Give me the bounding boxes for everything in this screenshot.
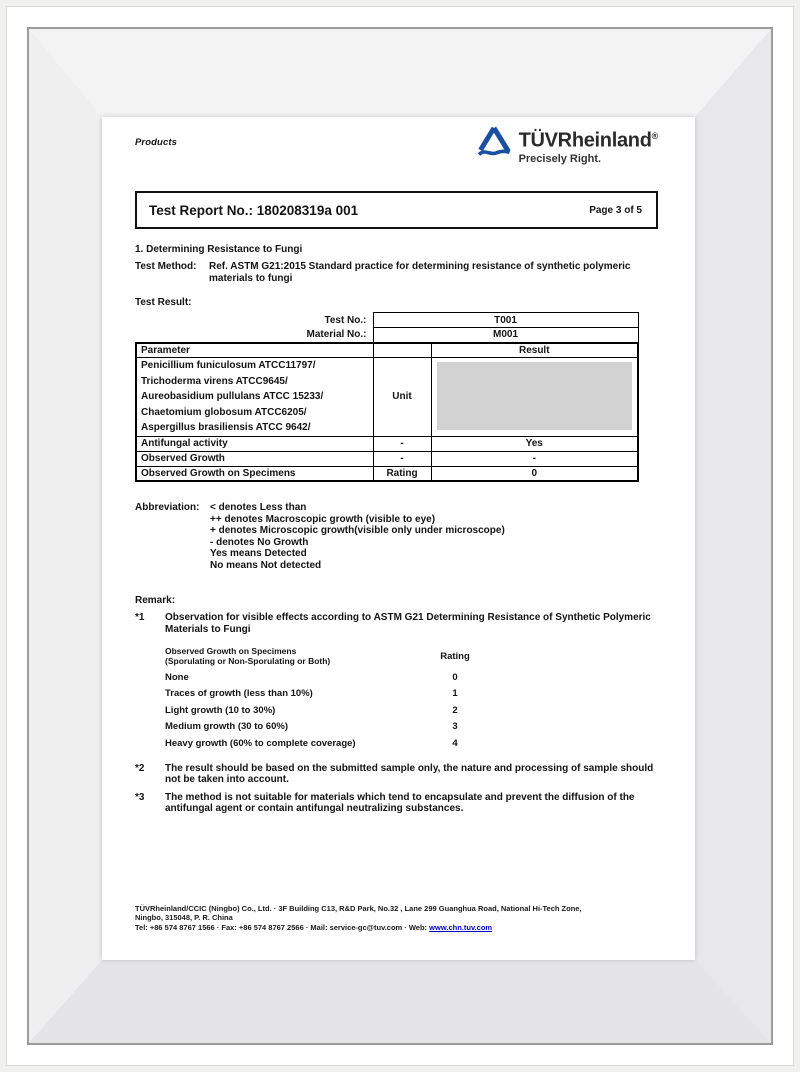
remark-block	[135, 595, 658, 815]
table-row	[136, 328, 638, 343]
parameter-cell: Observed Growth on Specimens	[136, 466, 373, 481]
footer-contact-text: Tel: +86 574 8767 1566 · Fax: +86 574 8767 2566 · Mail: service-gc@tuv.com · Web:	[135, 922, 428, 932]
rating-value: 3	[452, 721, 458, 733]
abbreviation-line: - denotes No Growth	[210, 536, 309, 548]
page-indicator: Page 3 of 5	[589, 204, 642, 216]
abbreviation-line: < denotes Less than	[210, 502, 307, 514]
empty-header-cell	[373, 343, 431, 358]
result-table	[135, 312, 639, 482]
table-row	[136, 313, 638, 328]
test-no-label: Test No.:	[324, 314, 367, 326]
rating-label: Light growth (10 to 30%)	[165, 704, 276, 716]
footer-contact-line	[135, 923, 658, 933]
rating-value: 2	[452, 704, 458, 716]
picture-frame	[6, 6, 794, 1066]
abbreviation-line: ++ denotes Macroscopic growth (visible to eye)	[210, 513, 436, 525]
test-report-page	[102, 117, 695, 960]
remark-marker: *3	[135, 791, 145, 803]
result-cell: -	[431, 451, 638, 466]
logo-rheinland-text: Rheinland	[557, 129, 652, 152]
rating-row	[165, 688, 595, 699]
remark-item-1	[135, 612, 658, 635]
organism-line: Aspergillus brasiliensis ATCC 9642/	[141, 422, 311, 434]
remark-marker: *1	[135, 612, 145, 624]
frame-inner-edge	[27, 27, 773, 1045]
unit-cell: -	[373, 436, 431, 451]
abbreviation-block	[135, 502, 658, 571]
material-no-label: Material No.:	[306, 329, 367, 340]
unit-cell: Rating	[373, 466, 431, 481]
footer-web-link[interactable]: www.chn.tuv.com	[429, 922, 493, 932]
section-heading: 1. Determining Resistance to Fungi	[135, 244, 303, 255]
organism-line: Aureobasidium pullulans ATCC 15233/	[141, 391, 324, 403]
organism-line: Chaetomium globosum ATCC6205/	[141, 406, 307, 418]
logo-wordmark	[519, 125, 658, 152]
test-method-label: Test Method:	[135, 261, 197, 272]
redacted-result-box	[437, 362, 633, 430]
rating-table-header	[165, 646, 595, 666]
rating-row	[165, 705, 595, 716]
abbreviation-label: Abbreviation:	[135, 502, 200, 514]
test-result-label: Test Result:	[135, 297, 192, 308]
table-row	[136, 451, 638, 466]
parameter-header: Parameter	[136, 343, 373, 358]
footer-address-line1: TÜVRheinland/CCIC (Ningbo) Co., Ltd. · 3F Building C13, R&D Park, No.32 , Lane 299 Guanghua Road, National Hi-Tech Zone,	[135, 903, 582, 913]
rating-header-right: Rating	[440, 650, 470, 662]
remark-item-2	[135, 763, 658, 786]
products-label: Products	[135, 137, 177, 148]
frame-mat	[29, 29, 771, 1043]
remark-marker: *2	[135, 762, 145, 774]
unit-cell: -	[373, 451, 431, 466]
material-no-value: M001	[373, 328, 638, 343]
table-header-row	[136, 343, 638, 358]
remark-text: The method is not suitable for materials which tend to encapsulate and prevent the diffusion of the antifungal agent or contain antifungal neutralizing substances.	[165, 791, 635, 815]
tuv-rheinland-logo	[476, 125, 658, 166]
test-no-value: T001	[373, 313, 638, 328]
rating-label: None	[165, 671, 189, 683]
remark-item-3	[135, 792, 658, 815]
rating-row	[165, 672, 595, 683]
organism-list	[136, 358, 373, 437]
table-row	[136, 466, 638, 481]
document-footer	[135, 904, 658, 933]
abbreviation-line: + denotes Microscopic growth(visible only under microscope)	[210, 525, 505, 537]
organism-line: Trichoderma virens ATCC9645/	[141, 375, 288, 387]
rating-label: Heavy growth (60% to complete coverage)	[165, 737, 356, 749]
report-number: Test Report No.: 180208319a 001	[149, 202, 359, 218]
parameter-cell: Observed Growth	[136, 451, 373, 466]
rating-header-line2: (Sporulating or Non-Sporulating or Both)	[165, 656, 331, 667]
abbreviation-line: No means Not detected	[210, 559, 322, 571]
rating-row	[165, 738, 595, 749]
abbreviation-line: Yes means Detected	[210, 548, 307, 560]
logo-text	[519, 125, 658, 165]
parameter-cell: Antifungal activity	[136, 436, 373, 451]
remark-text: Observation for visible effects according to ASTM G21 Determining Resistance of Synthetic Polymeric Materials to Fungi	[165, 612, 651, 635]
rating-value: 4	[452, 737, 458, 749]
remark-text: The result should be based on the submitted sample only, the nature and processing of sample should not be taken into account.	[165, 762, 654, 786]
rating-header-line1: Observed Growth on Specimens	[165, 646, 297, 657]
organism-line: Penicillium funiculosum ATCC11797/	[141, 360, 316, 371]
footer-address-line2: Ningbo, 315048, P. R. China	[135, 913, 233, 922]
organisms-row	[136, 358, 638, 437]
result-cell: Yes	[431, 436, 638, 451]
rating-scale-table	[165, 646, 595, 749]
test-method-row	[135, 261, 658, 284]
rating-label: Traces of growth (less than 10%)	[165, 688, 313, 700]
registered-mark: ®	[651, 131, 658, 141]
result-header: Result	[431, 343, 638, 358]
abbreviation-lines	[210, 502, 505, 571]
test-method-text: Ref. ASTM G21:2015 Standard practice for determining resistance of synthetic polymeric materials to fungi	[209, 261, 631, 284]
document-header	[135, 117, 658, 181]
logo-tuv-text: TÜV	[518, 129, 558, 152]
rating-label: Medium growth (30 to 60%)	[165, 721, 288, 733]
table-row	[136, 436, 638, 451]
remark-label: Remark:	[135, 595, 176, 607]
rating-value: 0	[452, 671, 458, 683]
unit-cell: Unit	[373, 358, 431, 437]
result-cell: 0	[431, 466, 638, 481]
logo-tagline: Precisely Right.	[518, 152, 602, 165]
rating-header-left	[165, 646, 425, 666]
tuv-triangle-icon	[476, 125, 512, 166]
rating-row	[165, 721, 595, 732]
report-number-bar	[135, 191, 658, 229]
result-redacted-cell	[431, 358, 638, 437]
rating-value: 1	[452, 688, 458, 700]
